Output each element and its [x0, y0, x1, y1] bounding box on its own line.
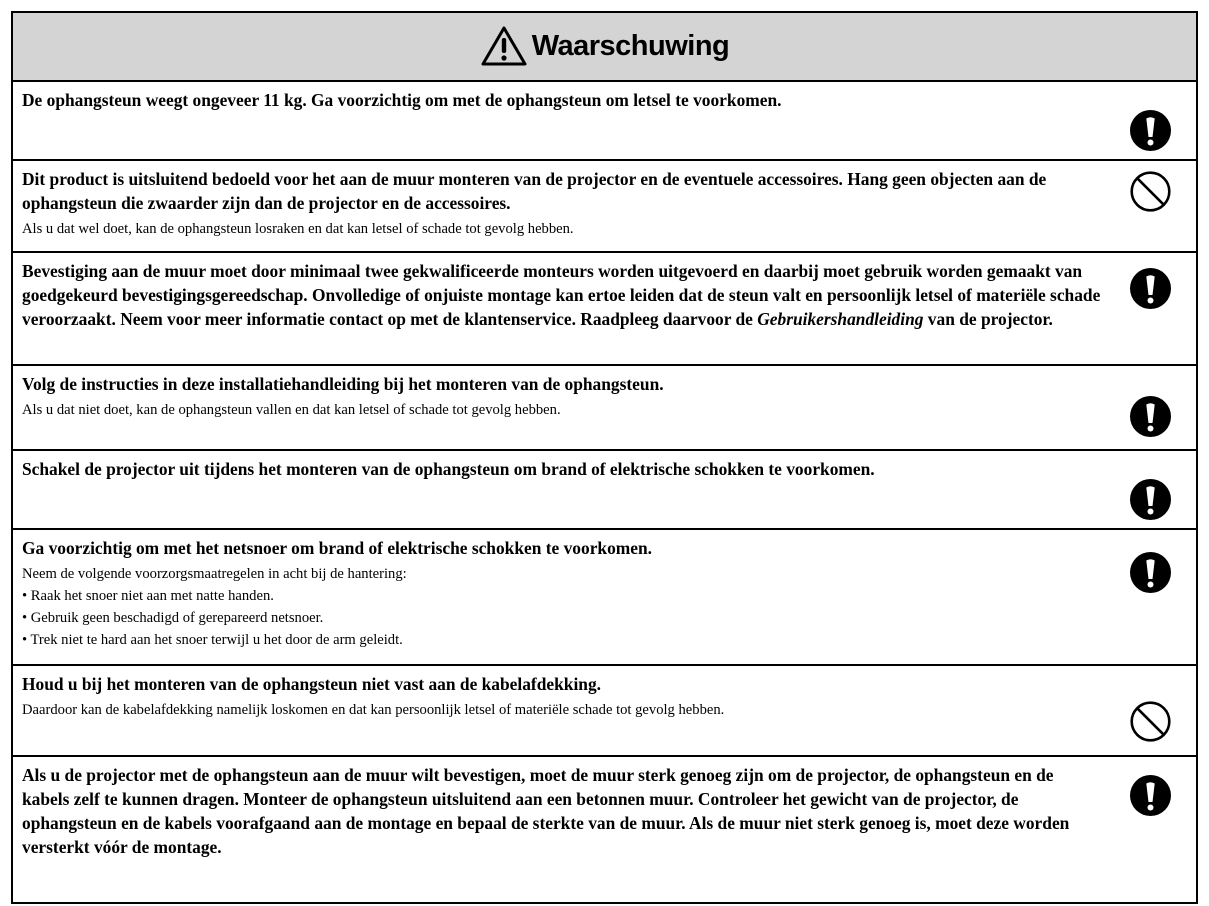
- manual-title: Gebruikershandleiding: [757, 309, 924, 329]
- mandatory-exclamation-icon: [1130, 110, 1171, 151]
- mandatory-exclamation-icon: [1130, 268, 1171, 309]
- warning-row-wall-strength: [13, 757, 1196, 902]
- mandatory-exclamation-icon: [1130, 479, 1171, 520]
- warning-row-text: Als u dat wel doet, kan de ophangsteun losraken en dat kan letsel of schade tot gevolg hebben.: [22, 221, 574, 237]
- prohibition-icon: [1130, 701, 1171, 742]
- warning-row-instructions: [13, 366, 1196, 451]
- warning-row-bold-text-end: van de projector.: [923, 309, 1053, 329]
- warning-row-power-off: [13, 451, 1196, 530]
- warning-header: [13, 13, 1196, 82]
- bullet-item: • Gebruik geen beschadigd of gerepareerd netsnoer.: [22, 610, 324, 626]
- warning-row-power-cord: [13, 530, 1196, 666]
- warning-triangle-icon: [480, 25, 528, 67]
- warning-row-text: Als u dat niet doet, kan de ophangsteun vallen en dat kan letsel of schade tot gevolg hebben.: [22, 402, 561, 418]
- warning-table: [11, 11, 1198, 904]
- prohibition-icon: [1130, 171, 1171, 212]
- warning-row-bold: Houd u bij het monteren van de ophangsteun niet vast aan de kabelafdekking.: [22, 674, 601, 694]
- warning-row-bold: Volg de instructies in deze installatiehandleiding bij het monteren van de ophangsteun.: [22, 374, 664, 394]
- warning-row-cable-cover: [13, 666, 1196, 757]
- warning-row-text: Neem de volgende voorzorgsmaatregelen in acht bij de hantering:: [22, 566, 407, 582]
- warning-row-usage: [13, 161, 1196, 253]
- warning-row-bold: Ga voorzichtig om met het netsnoer om brand of elektrische schokken te voorkomen.: [22, 538, 653, 558]
- warning-row-bold: Schakel de projector uit tijdens het monteren van de ophangsteun om brand of elektrische schokken te voorkomen.: [22, 459, 875, 479]
- warning-row-text: Daardoor kan de kabelafdekking namelijk loskomen en dat kan persoonlijk letsel of materiële schade tot gevolg hebben.: [22, 702, 725, 718]
- warning-row-bold: Als u de projector met de ophangsteun aan de muur wilt bevestigen, moet de muur sterk genoeg zijn om de projector, de ophangsteun en de kabels zelf te kunnen dragen. Monteer de ophangsteun uitsluitend aan een betonnen muur. Controleer het gewicht van de projector, de ophangsteun en de kabels voorafgaand aan de montage en bepaal de sterkte van de muur. Als de muur niet sterk genoeg is, moet deze worden versterkt vóór de montage.: [22, 765, 1070, 857]
- warning-row-bold: [22, 259, 1101, 331]
- mandatory-exclamation-icon: [1130, 775, 1171, 816]
- warning-row-bold: De ophangsteun weegt ongeveer 11 kg. Ga voorzichtig om met de ophangsteun om letsel te voorkomen.: [22, 90, 782, 110]
- warning-title: Waarschuwing: [531, 30, 730, 62]
- warning-row-installation: [13, 253, 1196, 366]
- mandatory-exclamation-icon: [1130, 396, 1171, 437]
- warning-row-bold-text: Bevestiging aan de muur moet door minimaal twee gekwalificeerde monteurs worden uitgevoerd en daarbij moet gebruik worden gemaakt van goedgekeurd bevestigingsgereedschap. Onvolledige of onjuiste montage kan ertoe leiden dat de steun valt en persoonlijk letsel of materiële schade veroorzaakt. Neem voor meer informatie contact op met de klantenservice. Raadpleeg daarvoor de: [22, 261, 1101, 329]
- mandatory-exclamation-icon: [1130, 552, 1171, 593]
- warning-row-bold: Dit product is uitsluitend bedoeld voor het aan de muur monteren van de projector en de eventuele accessoires. Hang geen objecten aan de ophangsteun die zwaarder zijn dan de projector en de accessoires.: [22, 169, 1047, 213]
- bullet-item: • Raak het snoer niet aan met natte handen.: [22, 588, 274, 604]
- bullet-item: • Trek niet te hard aan het snoer terwijl u het door de arm geleidt.: [22, 632, 403, 648]
- warning-row-weight: [13, 82, 1196, 161]
